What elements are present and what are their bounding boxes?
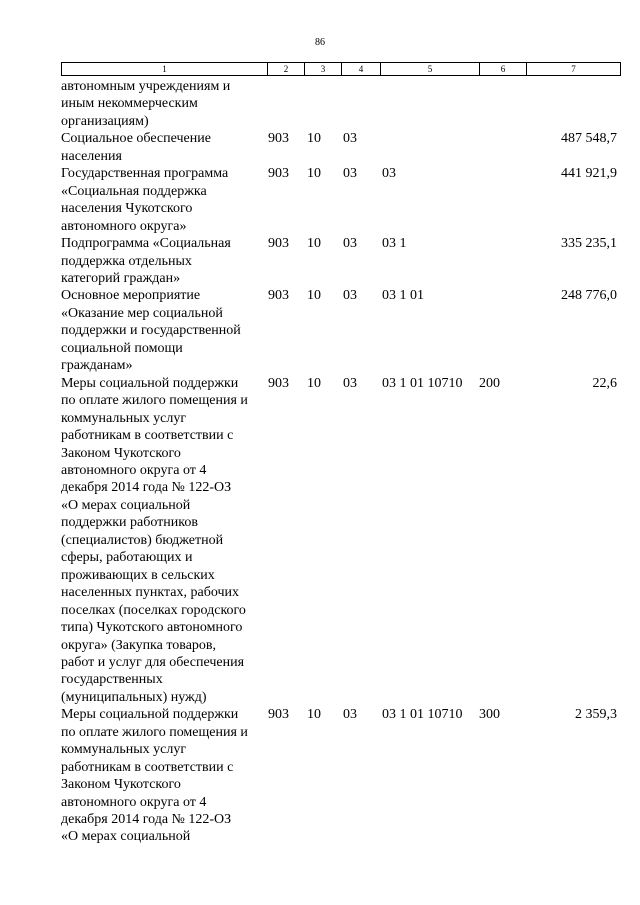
table-row xyxy=(61,235,621,287)
cell-col-5: 03 xyxy=(382,166,396,182)
cell-col-4: 03 xyxy=(343,375,357,391)
cell-col-6: 200 xyxy=(479,375,500,391)
cell-col-4: 03 xyxy=(343,707,357,723)
header-cell-4: 4 xyxy=(342,63,381,75)
cell-col-6 xyxy=(479,78,526,130)
cell-col-5: 03 1 01 10710 xyxy=(382,707,463,723)
cell-col-6 xyxy=(479,130,526,165)
cell-col-3: 10 xyxy=(307,288,321,304)
cell-col-6: 300 xyxy=(479,707,500,723)
table-row xyxy=(61,130,621,165)
cell-col-5: 03 1 xyxy=(382,236,407,252)
cell-name: Меры социальной поддержки по оплате жилого помещения и коммунальных услуг работникам в соответствии с Законом Чукотского автономного округа от 4 декабря 2014 года № 122-ОЗ «О мерах социальной xyxy=(61,707,248,845)
cell-col-5 xyxy=(380,78,479,130)
header-cell-3: 3 xyxy=(305,63,342,75)
cell-col-6 xyxy=(479,287,526,374)
cell-col-4: 03 xyxy=(343,131,357,147)
cell-col-7: 335 235,1 xyxy=(561,236,617,252)
cell-name: Социальное обеспечение населения xyxy=(61,131,211,164)
cell-col-7: 2 359,3 xyxy=(575,707,617,723)
header-cell-1: 1 xyxy=(62,63,268,75)
cell-col-4: 03 xyxy=(343,166,357,182)
table-row xyxy=(61,78,621,130)
cell-col-5 xyxy=(380,130,479,165)
cell-col-2: 903 xyxy=(268,375,289,391)
cell-name: Подпрограмма «Социальная поддержка отдельных категорий граждан» xyxy=(61,236,231,286)
cell-name: Основное мероприятие «Оказание мер социальной поддержки и государственной социальной помощи гражданам» xyxy=(61,288,241,374)
page-number: 86 xyxy=(315,37,325,48)
header-cell-7: 7 xyxy=(571,64,576,74)
cell-name: Меры социальной поддержки по оплате жилого помещения и коммунальных услуг работникам в соответствии с Законом Чукотского автономного округа от 4 декабря 2014 года № 122-ОЗ «О мерах социальной поддержки работников (специалистов) бюджетной сферы, работающих и проживающих в сельских населенных пунктах, рабочих поселках (поселках городского типа) Чукотского автономного округа» (Закупка товаров, работ и услуг для обеспечения государственных (муниципальных) нужд) xyxy=(61,375,248,705)
cell-col-3: 10 xyxy=(307,236,321,252)
cell-col-7: 22,6 xyxy=(592,375,617,391)
cell-col-2: 903 xyxy=(268,131,289,147)
cell-col-7: 441 921,9 xyxy=(561,166,617,182)
cell-col-5: 03 1 01 10710 xyxy=(382,375,463,391)
cell-col-6 xyxy=(479,165,526,235)
cell-col-4: 03 xyxy=(343,236,357,252)
cell-col-5: 03 1 01 xyxy=(382,288,424,304)
cell-col-7 xyxy=(526,78,619,130)
cell-col-3 xyxy=(304,78,341,130)
cell-col-4 xyxy=(341,78,380,130)
cell-col-3: 10 xyxy=(307,166,321,182)
header-cell-2: 2 xyxy=(268,63,305,75)
header-cell-6: 6 xyxy=(480,63,527,75)
header-cell-5: 5 xyxy=(381,63,480,75)
cell-col-6 xyxy=(479,235,526,287)
table-row xyxy=(61,165,621,235)
cell-col-2: 903 xyxy=(268,707,289,723)
cell-col-3: 10 xyxy=(307,131,321,147)
cell-col-2: 903 xyxy=(268,236,289,252)
cell-col-4: 03 xyxy=(343,288,357,304)
table-body xyxy=(61,78,621,846)
cell-col-2 xyxy=(267,78,304,130)
cell-col-3: 10 xyxy=(307,707,321,723)
cell-col-7: 487 548,7 xyxy=(561,131,617,147)
cell-col-2: 903 xyxy=(268,288,289,304)
table-row xyxy=(61,706,621,846)
table-header xyxy=(61,62,621,76)
cell-name: Государственная программа «Социальная поддержка населения Чукотского автономного округа» xyxy=(61,166,229,234)
table-row xyxy=(61,287,621,374)
cell-col-7: 248 776,0 xyxy=(561,288,617,304)
cell-col-3: 10 xyxy=(307,375,321,391)
cell-col-2: 903 xyxy=(268,166,289,182)
table-row xyxy=(61,375,621,707)
cell-name: автономным учреждениям и иным некоммерческим организациям) xyxy=(61,79,231,129)
